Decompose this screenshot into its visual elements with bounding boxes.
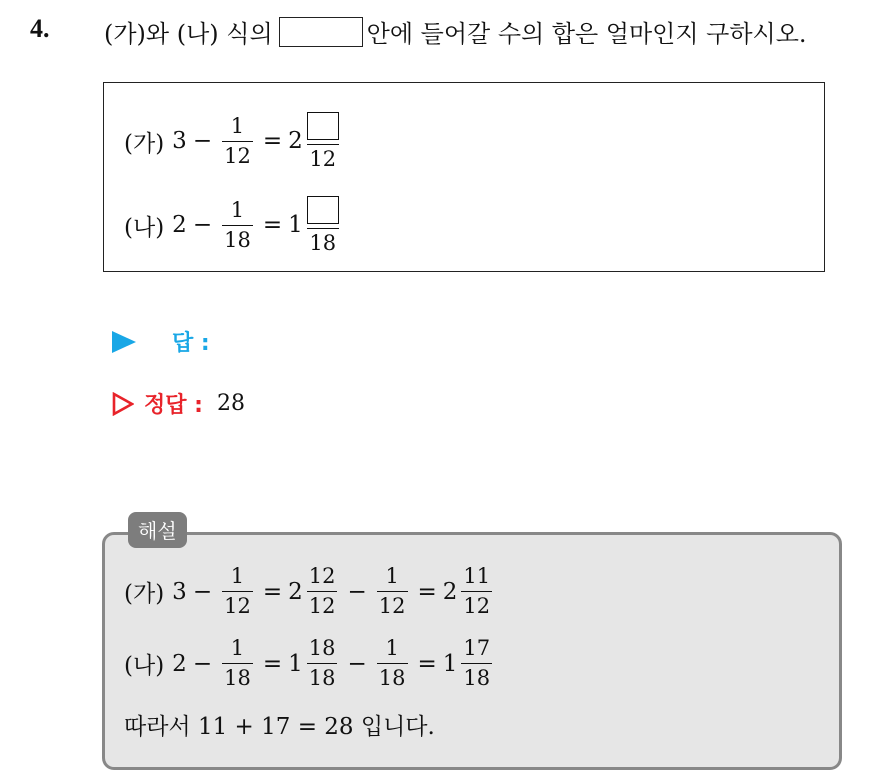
fraction-bar xyxy=(222,663,253,664)
correct-answer-label: 정답 : xyxy=(144,393,203,418)
eq-label: (가) xyxy=(124,581,165,607)
minus-sign: − xyxy=(192,128,213,154)
correct-answer-value: 28 xyxy=(216,391,245,416)
explanation-conclusion: 따라서 11 + 17 = 28 입니다. xyxy=(124,714,435,740)
blank-square xyxy=(307,112,339,140)
answer-label: 답 : xyxy=(172,331,210,356)
numerator: 1 xyxy=(230,636,245,660)
fraction-bar xyxy=(377,663,408,664)
numerator: 1 xyxy=(385,636,399,660)
mixed-whole: 2 xyxy=(288,128,303,154)
correct-answer-row xyxy=(112,388,245,419)
explanation-equation-1 xyxy=(124,566,496,617)
equals-sign: = xyxy=(417,578,437,605)
minus-sign: − xyxy=(192,578,213,605)
fraction-bar xyxy=(222,141,253,142)
play-triangle-icon xyxy=(112,331,136,353)
fraction-blank xyxy=(307,112,339,170)
mixed-whole: 1 xyxy=(288,650,303,677)
mixed-whole: 1 xyxy=(442,650,458,677)
denominator: 18 xyxy=(463,666,491,690)
answer-row xyxy=(112,326,210,357)
fraction-bar xyxy=(222,225,253,226)
numerator: 1 xyxy=(385,564,399,588)
fraction-bar xyxy=(461,591,492,592)
fraction xyxy=(307,566,338,617)
question-text-after: 안에 들어갈 수의 합은 얼마인지 구하시오. xyxy=(366,20,807,48)
fraction xyxy=(307,638,338,689)
question-text-before: (가)와 (나) 식의 xyxy=(104,20,273,48)
fraction xyxy=(461,638,492,689)
eq-term: 2 xyxy=(172,212,187,238)
fraction-bar xyxy=(307,144,339,145)
mixed-whole: 1 xyxy=(288,212,303,238)
fraction xyxy=(222,197,253,252)
denominator: 12 xyxy=(309,147,337,171)
numerator: 11 xyxy=(463,564,491,588)
explanation-equation-2 xyxy=(124,638,496,689)
denominator: 18 xyxy=(224,227,251,252)
minus-sign: − xyxy=(192,212,213,238)
fraction xyxy=(377,566,408,617)
denominator: 12 xyxy=(378,594,406,618)
eq-label: (나) xyxy=(124,653,165,679)
mixed-whole: 2 xyxy=(442,578,458,605)
denominator: 18 xyxy=(309,231,337,255)
question-number: 4. xyxy=(30,14,50,43)
fraction-bar xyxy=(307,228,339,229)
eq-label: (나) xyxy=(124,214,165,241)
fraction xyxy=(461,566,492,617)
equals-sign: = xyxy=(417,650,437,677)
fraction-bar xyxy=(377,591,408,592)
numerator: 17 xyxy=(463,636,491,660)
minus-sign: − xyxy=(192,650,213,677)
fraction-blank xyxy=(307,196,339,254)
denominator: 12 xyxy=(308,594,336,618)
numerator: 1 xyxy=(230,113,245,138)
numerator: 12 xyxy=(308,564,336,588)
fraction xyxy=(377,638,408,689)
denominator: 12 xyxy=(463,594,491,618)
blank-square xyxy=(307,196,339,224)
denominator: 12 xyxy=(224,143,251,168)
blank-box xyxy=(279,17,363,47)
numerator: 1 xyxy=(230,197,245,222)
numerator: 18 xyxy=(308,636,336,660)
eq-term: 2 xyxy=(172,650,187,677)
denominator: 18 xyxy=(308,666,336,690)
problem-equation-2 xyxy=(124,196,343,254)
fraction-bar xyxy=(461,663,492,664)
numerator: 1 xyxy=(230,564,245,588)
eq-label: (가) xyxy=(124,130,165,157)
fraction xyxy=(222,638,253,689)
equals-sign: = xyxy=(262,578,283,605)
explanation-tag: 해설 xyxy=(128,512,187,548)
outline-triangle-icon xyxy=(112,392,134,416)
denominator: 18 xyxy=(378,666,406,690)
minus-sign: − xyxy=(347,650,367,677)
eq-term: 3 xyxy=(172,578,187,605)
fraction-bar xyxy=(307,591,338,592)
eq-term: 3 xyxy=(172,128,187,154)
equals-sign: = xyxy=(262,212,283,238)
equals-sign: = xyxy=(262,128,283,154)
equals-sign: = xyxy=(262,650,283,677)
question-text xyxy=(104,14,807,49)
denominator: 18 xyxy=(224,666,251,690)
problem-equation-1 xyxy=(124,112,343,170)
fraction-bar xyxy=(307,663,338,664)
denominator: 12 xyxy=(224,594,251,618)
fraction-bar xyxy=(222,591,253,592)
fraction xyxy=(222,566,253,617)
fraction xyxy=(222,113,253,168)
minus-sign: − xyxy=(347,578,367,605)
mixed-whole: 2 xyxy=(288,578,303,605)
